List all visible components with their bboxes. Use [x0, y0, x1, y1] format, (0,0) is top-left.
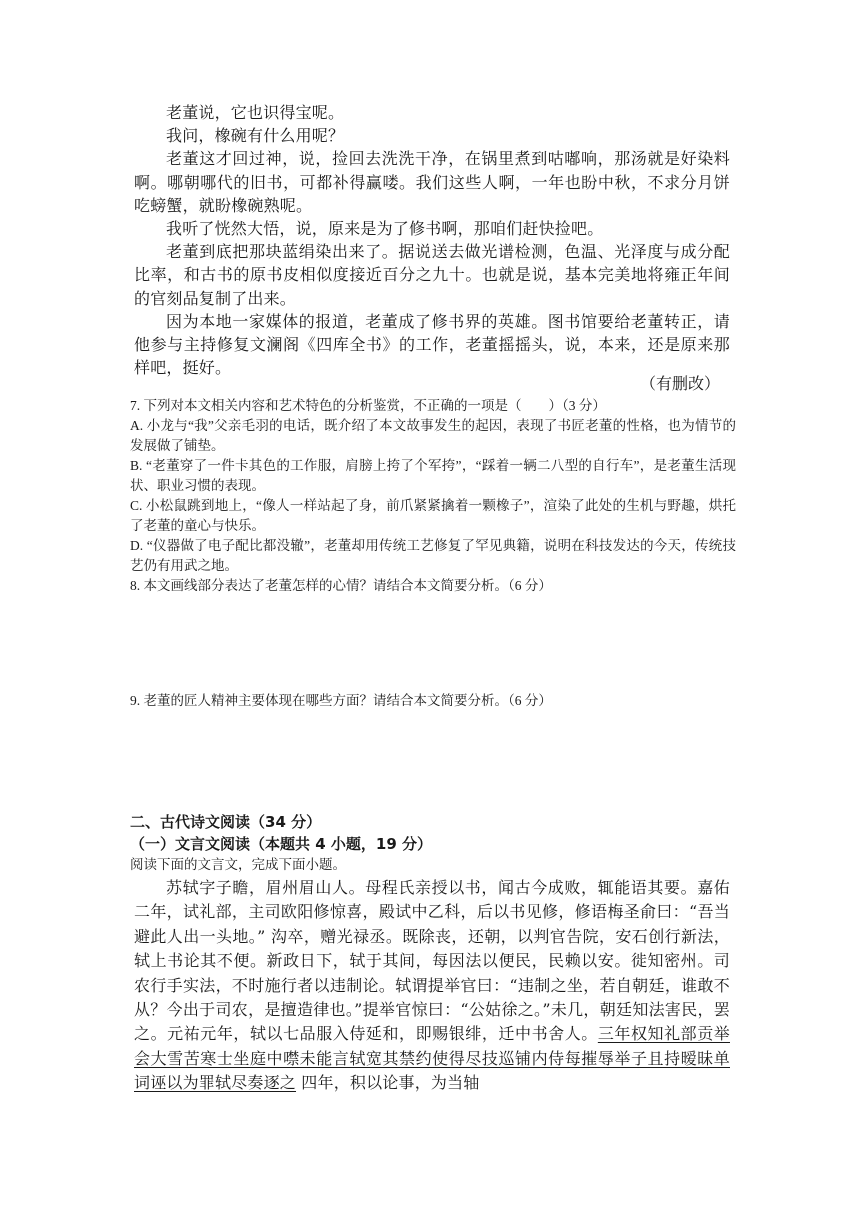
story-paragraph: 我问，橡碗有什么用呢？ [166, 126, 345, 146]
question-7-option-d: D. “仪器做了电子配比都没辙”，老董却用传统工艺修复了罕见典籍，说明在科技发达的今天，传统技艺仍有用武之地。 [130, 538, 736, 573]
classical-passage [134, 876, 730, 1096]
passage-main-text: 苏轼字子瞻，眉州眉山人。母程氏亲授以书，闻古今成败，辄能语其要。嘉佑二年，试礼部，主司欧阳修惊喜，殿试中乙科，后以书见修，修语梅圣俞曰：“吾当避此人出一头地。” 沟卒，赠光禄丞。既除丧，还朝，以判官告院，安石创行新法，轼上书论其不便。新政日下，轼于其间，每因法以便民，民赖以安。徙知密州。司农行手实法，不时施行者以违制论。轼谓提举官曰：“违制之坐，若自朝廷，谁敢不从？今出于司农，是擅造律也。”提举官惊曰：“公姑徐之。”未几，朝廷知法害民，罢之。元祐元年，轼以七品服入侍延和，即赐银绯，迁中书舍人。 [134, 878, 730, 1044]
passage-paragraph [134, 876, 730, 1096]
story-paragraph: 老董到底把那块蓝绢染出来了。据说送去做光谱检测，色温、光泽度与成分配比率，和古书的原书皮相似度接近百分之九十。也就是说，基本完美地将雍正年间的官刻品复制了出来。 [134, 242, 730, 308]
question-7-option-c: C. 小松鼠跳到地上，“像人一样站起了身，前爪紧紧擒着一颗橡子”，渲染了此处的生机与野趣，烘托了老董的童心与快乐。 [130, 498, 736, 533]
question-7-option-a: A. 小龙与“我”父亲毛羽的电话，既介绍了本文故事发生的起因，表现了书匠老董的性格，也为情节的发展做了铺垫。 [130, 418, 736, 453]
section-subtitle: （一）文言文阅读（本题共 4 小题，19 分） [130, 835, 432, 853]
reading-instruction: 阅读下面的文言文，完成下面小题。 [130, 857, 346, 872]
section-title: 二、古代诗文阅读（34 分） [130, 813, 322, 831]
question-8: 8. 本文画线部分表达了老董怎样的心情？请结合本文简要分析。（6 分） [130, 578, 552, 593]
underlined-sentence: 三年权知礼部贡举会大雪苦寒士坐庭中噤未能言轼宽其禁约使得尽技巡铺内侍每摧辱举子且持暧昧单词诬以为罪轼尽奏逐之 [134, 1024, 730, 1093]
story-paragraph: 老董说，它也识得宝呢。 [166, 103, 345, 122]
story-paragraph: 因为本地一家媒体的报道，老董成了修书界的英雄。图书馆要给老董转正，请他参与主持修复文澜阁《四库全书》的工作，老董摇摇头，说，本来，还是原来那样吧，挺好。 [134, 311, 730, 378]
question-7-option-b: B. “老董穿了一件卡其色的工作服，肩膀上挎了个军挎”，“踩着一辆二八型的自行车”，是老董生活现状、职业习惯的表现。 [130, 458, 736, 493]
question-9: 9. 老董的匠人精神主要体现在哪些方面？请结合本文简要分析。（6 分） [130, 693, 552, 708]
story-paragraph: 老董这才回过神，说，捡回去洗洗干净，在锅里煮到咕嘟响，那汤就是好染料啊。哪朝哪代的旧书，可都补得赢喽。我们这些人啊，一年也盼中秋，不求分月饼吃螃蟹，就盼橡碗熟呢。 [134, 149, 730, 215]
passage-tail-text: 四年，积以论事，为当轴 [296, 1073, 480, 1093]
story-excerpt [134, 101, 730, 379]
source-note: （有删改） [639, 374, 720, 393]
story-paragraph: 我听了恍然大悟，说，原来是为了修书啊，那咱们赶快捡吧。 [166, 219, 604, 239]
question-block [130, 396, 736, 596]
question-7-stem: 7. 下列对本文相关内容和艺术特色的分析鉴赏，不正确的一项是（ ）（3 分） [130, 398, 606, 413]
